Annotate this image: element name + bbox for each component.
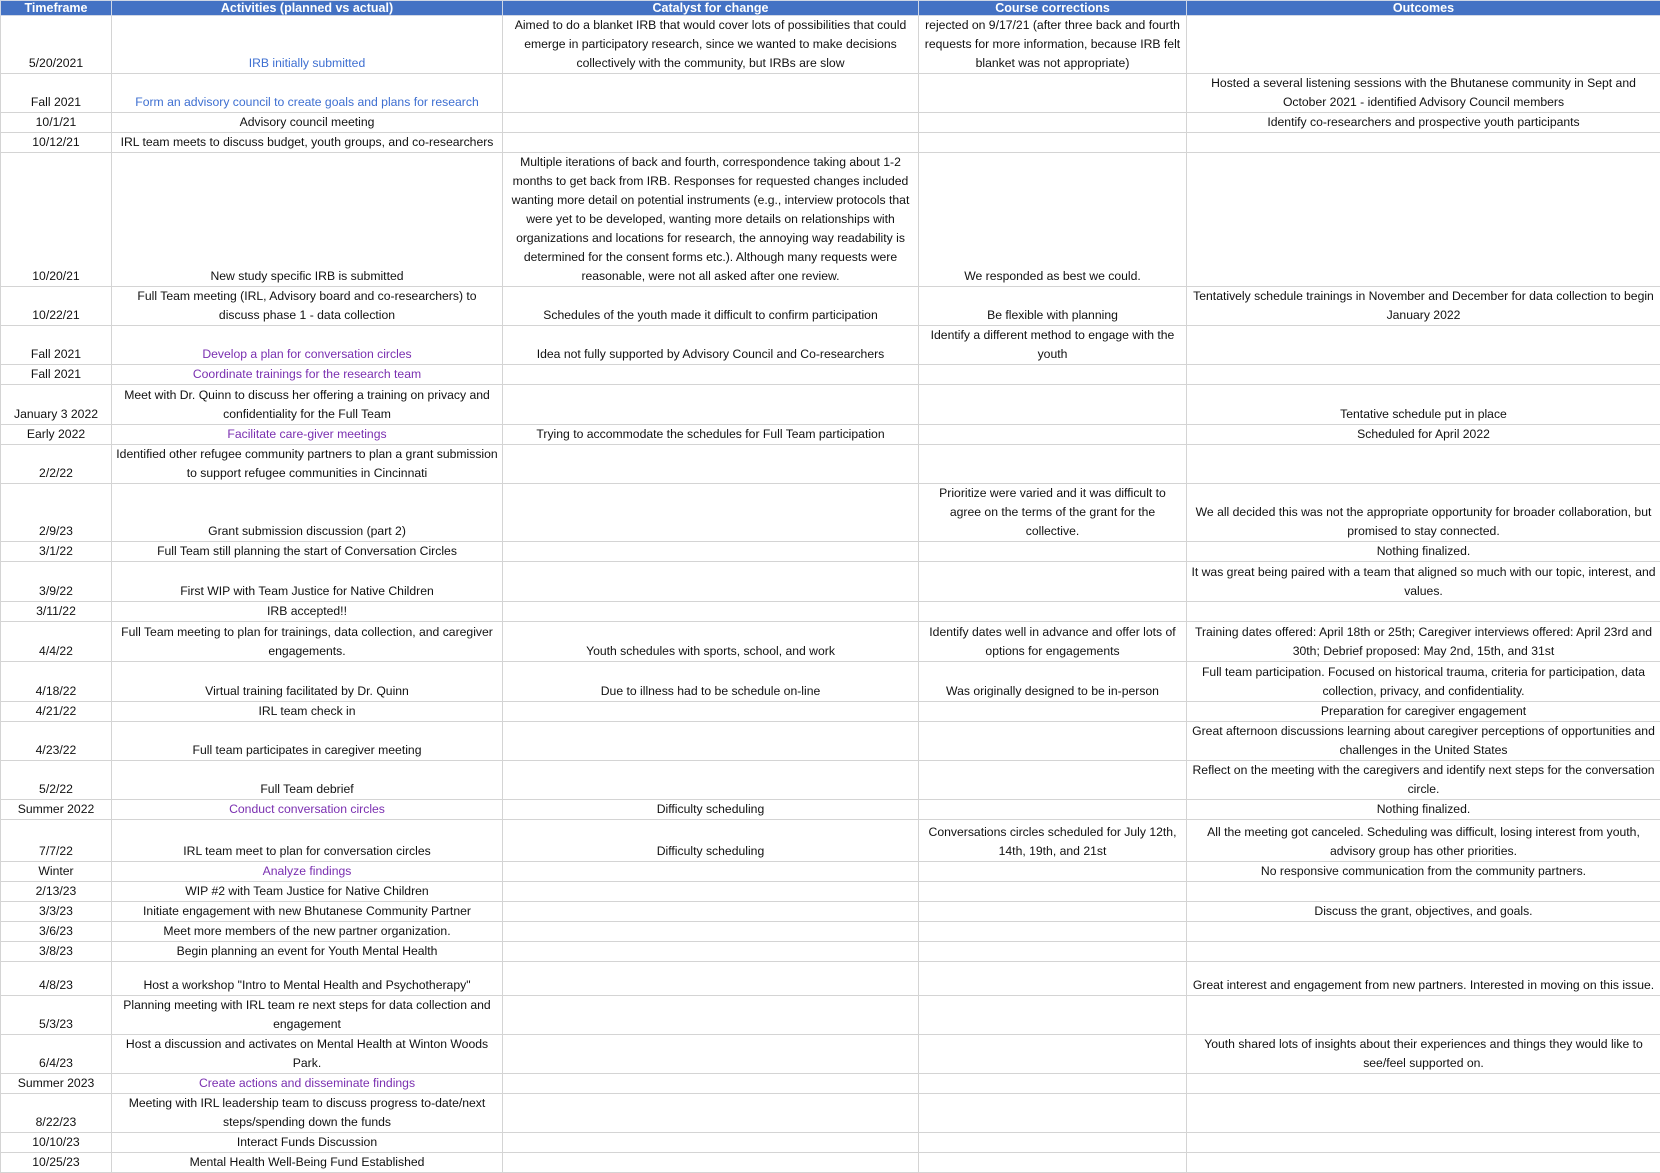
- cell-timeframe[interactable]: 2/2/22: [1, 445, 112, 484]
- cell-timeframe[interactable]: 3/11/22: [1, 602, 112, 622]
- cell-catalyst[interactable]: [503, 1153, 919, 1173]
- cell-course-correction[interactable]: rejected on 9/17/21 (after three back and fourth requests for more information, because IRB felt blanket was not appropriate): [919, 16, 1187, 74]
- cell-course-correction[interactable]: Identify dates well in advance and offer lots of options for engagements: [919, 622, 1187, 662]
- cell-timeframe[interactable]: 10/10/23: [1, 1133, 112, 1153]
- header-row: [1, 1, 1660, 16]
- table-row: [1, 942, 1660, 962]
- cell-course-correction[interactable]: [919, 962, 1187, 996]
- cell-catalyst[interactable]: [503, 133, 919, 153]
- cell-course-correction[interactable]: Identify a different method to engage with the youth: [919, 326, 1187, 365]
- cell-outcome[interactable]: [1187, 1094, 1660, 1133]
- cell-activity[interactable]: IRB accepted!!: [112, 602, 503, 622]
- table-row: [1, 800, 1660, 820]
- table-row: [1, 761, 1660, 800]
- cell-catalyst[interactable]: Schedules of the youth made it difficult to confirm participation: [503, 287, 919, 326]
- cell-course-correction[interactable]: [919, 365, 1187, 385]
- cell-activity[interactable]: New study specific IRB is submitted: [112, 153, 503, 287]
- cell-timeframe[interactable]: 5/3/23: [1, 996, 112, 1035]
- cell-activity[interactable]: IRL team meet to plan for conversation circles: [112, 820, 503, 862]
- cell-timeframe[interactable]: Summer 2022: [1, 800, 112, 820]
- cell-catalyst[interactable]: [503, 1074, 919, 1094]
- cell-course-correction[interactable]: [919, 133, 1187, 153]
- cell-outcome[interactable]: [1187, 1153, 1660, 1173]
- cell-catalyst[interactable]: Difficulty scheduling: [503, 800, 919, 820]
- cell-timeframe[interactable]: 3/3/23: [1, 902, 112, 922]
- cell-outcome[interactable]: It was great being paired with a team that aligned so much with our topic, interest, and values.: [1187, 562, 1660, 602]
- cell-course-correction[interactable]: [919, 862, 1187, 882]
- cell-course-correction[interactable]: Was originally designed to be in-person: [919, 662, 1187, 702]
- cell-timeframe[interactable]: Fall 2021: [1, 365, 112, 385]
- cell-outcome[interactable]: [1187, 1133, 1660, 1153]
- cell-course-correction[interactable]: [919, 1035, 1187, 1074]
- table-row: [1, 542, 1660, 562]
- table-row: [1, 882, 1660, 902]
- cell-activity[interactable]: Identified other refugee community partners to plan a grant submission to support refugee communities in Cincinnati: [112, 445, 503, 484]
- cell-course-correction[interactable]: [919, 902, 1187, 922]
- cell-timeframe[interactable]: 3/1/22: [1, 542, 112, 562]
- cell-activity[interactable]: Planning meeting with IRL team re next steps for data collection and engagement: [112, 996, 503, 1035]
- cell-course-correction[interactable]: Prioritize were varied and it was difficult to agree on the terms of the grant for the collective.: [919, 484, 1187, 542]
- cell-outcome[interactable]: [1187, 922, 1660, 942]
- cell-activity[interactable]: First WIP with Team Justice for Native Children: [112, 562, 503, 602]
- table-row: [1, 962, 1660, 996]
- cell-course-correction[interactable]: [919, 702, 1187, 722]
- cell-catalyst[interactable]: [503, 542, 919, 562]
- cell-catalyst[interactable]: [503, 722, 919, 761]
- table-row: [1, 820, 1660, 862]
- cell-catalyst[interactable]: [503, 385, 919, 425]
- cell-outcome[interactable]: Identify co-researchers and prospective youth participants: [1187, 113, 1660, 133]
- table-row: [1, 722, 1660, 761]
- cell-course-correction[interactable]: [919, 602, 1187, 622]
- cell-timeframe[interactable]: 7/7/22: [1, 820, 112, 862]
- cell-activity[interactable]: Full Team debrief: [112, 761, 503, 800]
- cell-catalyst[interactable]: [503, 702, 919, 722]
- cell-outcome[interactable]: Great afternoon discussions learning about caregiver perceptions of opportunities and challenges in the United States: [1187, 722, 1660, 761]
- table-row: [1, 1035, 1660, 1074]
- cell-outcome[interactable]: [1187, 365, 1660, 385]
- table-row: [1, 902, 1660, 922]
- table-row: [1, 622, 1660, 662]
- cell-catalyst[interactable]: [503, 922, 919, 942]
- cell-catalyst[interactable]: [503, 484, 919, 542]
- cell-timeframe[interactable]: 4/21/22: [1, 702, 112, 722]
- cell-course-correction[interactable]: [919, 74, 1187, 113]
- table-row: [1, 922, 1660, 942]
- cell-outcome[interactable]: Full team participation. Focused on historical trauma, criteria for participation, data collection, privacy, and confidentiality.: [1187, 662, 1660, 702]
- cell-outcome[interactable]: Training dates offered: April 18th or 25th; Caregiver interviews offered: April 23rd and 30th; Debrief proposed: May 2nd, 15th, and 31st: [1187, 622, 1660, 662]
- cell-activity[interactable]: Meet more members of the new partner organization.: [112, 922, 503, 942]
- cell-catalyst[interactable]: [503, 74, 919, 113]
- cell-timeframe[interactable]: 4/8/23: [1, 962, 112, 996]
- cell-timeframe[interactable]: 10/12/21: [1, 133, 112, 153]
- header-activities[interactable]: Activities (planned vs actual): [112, 1, 503, 16]
- cell-outcome[interactable]: No responsive communication from the community partners.: [1187, 862, 1660, 882]
- cell-timeframe[interactable]: 4/4/22: [1, 622, 112, 662]
- cell-outcome[interactable]: Nothing finalized.: [1187, 800, 1660, 820]
- table-row: [1, 326, 1660, 365]
- cell-outcome[interactable]: [1187, 882, 1660, 902]
- cell-outcome[interactable]: Youth shared lots of insights about their experiences and things they would like to see/feel supported on.: [1187, 1035, 1660, 1074]
- cell-catalyst[interactable]: Youth schedules with sports, school, and work: [503, 622, 919, 662]
- cell-timeframe[interactable]: 2/13/23: [1, 882, 112, 902]
- cell-timeframe[interactable]: Fall 2021: [1, 74, 112, 113]
- cell-outcome[interactable]: Preparation for caregiver engagement: [1187, 702, 1660, 722]
- cell-course-correction[interactable]: [919, 1133, 1187, 1153]
- cell-catalyst[interactable]: [503, 602, 919, 622]
- table-row: [1, 445, 1660, 484]
- cell-catalyst[interactable]: Idea not fully supported by Advisory Council and Co-researchers: [503, 326, 919, 365]
- cell-course-correction[interactable]: [919, 1094, 1187, 1133]
- cell-activity[interactable]: Host a discussion and activates on Mental Health at Winton Woods Park.: [112, 1035, 503, 1074]
- cell-course-correction[interactable]: [919, 385, 1187, 425]
- cell-catalyst[interactable]: [503, 882, 919, 902]
- cell-timeframe[interactable]: Early 2022: [1, 425, 112, 445]
- header-catalyst[interactable]: Catalyst for change: [503, 1, 919, 16]
- cell-outcome[interactable]: Reflect on the meeting with the caregivers and identify next steps for the conversation circle.: [1187, 761, 1660, 800]
- cell-outcome[interactable]: Scheduled for April 2022: [1187, 425, 1660, 445]
- cell-activity[interactable]: Form an advisory council to create goals and plans for research: [112, 74, 503, 113]
- table-row: [1, 153, 1660, 287]
- cell-catalyst[interactable]: [503, 1094, 919, 1133]
- table-row: [1, 602, 1660, 622]
- table-row: [1, 287, 1660, 326]
- cell-activity[interactable]: Initiate engagement with new Bhutanese Community Partner: [112, 902, 503, 922]
- table-row: [1, 425, 1660, 445]
- cell-catalyst[interactable]: [503, 862, 919, 882]
- cell-timeframe[interactable]: 3/9/22: [1, 562, 112, 602]
- table-row: [1, 862, 1660, 882]
- cell-timeframe[interactable]: 5/20/2021: [1, 16, 112, 74]
- cell-timeframe[interactable]: Summer 2023: [1, 1074, 112, 1094]
- cell-activity[interactable]: Virtual training facilitated by Dr. Quinn: [112, 662, 503, 702]
- cell-activity[interactable]: IRL team check in: [112, 702, 503, 722]
- cell-timeframe[interactable]: 6/4/23: [1, 1035, 112, 1074]
- cell-outcome[interactable]: Hosted a several listening sessions with the Bhutanese community in Sept and October 2021 - identified Advisory Council members: [1187, 74, 1660, 113]
- cell-catalyst[interactable]: Trying to accommodate the schedules for Full Team participation: [503, 425, 919, 445]
- cell-activity[interactable]: Advisory council meeting: [112, 113, 503, 133]
- cell-activity[interactable]: Conduct conversation circles: [112, 800, 503, 820]
- cell-timeframe[interactable]: 4/18/22: [1, 662, 112, 702]
- cell-outcome[interactable]: [1187, 445, 1660, 484]
- cell-activity[interactable]: Full Team meeting to plan for trainings, data collection, and caregiver engagements.: [112, 622, 503, 662]
- cell-activity[interactable]: Facilitate care-giver meetings: [112, 425, 503, 445]
- cell-outcome[interactable]: We all decided this was not the appropriate opportunity for broader collaboration, but promised to stay connected.: [1187, 484, 1660, 542]
- table-row: [1, 1094, 1660, 1133]
- cell-timeframe[interactable]: 3/8/23: [1, 942, 112, 962]
- cell-catalyst[interactable]: [503, 1133, 919, 1153]
- cell-course-correction[interactable]: [919, 761, 1187, 800]
- cell-catalyst[interactable]: [503, 562, 919, 602]
- cell-timeframe[interactable]: 10/25/23: [1, 1153, 112, 1173]
- cell-outcome[interactable]: Tentatively schedule trainings in November and December for data collection to begin January 2022: [1187, 287, 1660, 326]
- cell-course-correction[interactable]: [919, 922, 1187, 942]
- cell-outcome[interactable]: [1187, 16, 1660, 74]
- cell-course-correction[interactable]: [919, 542, 1187, 562]
- cell-course-correction[interactable]: [919, 942, 1187, 962]
- cell-activity[interactable]: Meeting with IRL leadership team to discuss progress to-date/next steps/spending down the funds: [112, 1094, 503, 1133]
- table-row: [1, 74, 1660, 113]
- cell-catalyst[interactable]: Aimed to do a blanket IRB that would cover lots of possibilities that could emerge in participatory research, since we wanted to make decisions collectively with the community, but IRBs are slow: [503, 16, 919, 74]
- cell-timeframe[interactable]: 10/22/21: [1, 287, 112, 326]
- cell-catalyst[interactable]: [503, 761, 919, 800]
- cell-outcome[interactable]: Discuss the grant, objectives, and goals.: [1187, 902, 1660, 922]
- cell-course-correction[interactable]: Conversations circles scheduled for July 12th, 14th, 19th, and 21st: [919, 820, 1187, 862]
- cell-timeframe[interactable]: 8/22/23: [1, 1094, 112, 1133]
- cell-outcome[interactable]: [1187, 942, 1660, 962]
- table-row: [1, 562, 1660, 602]
- cell-course-correction[interactable]: [919, 562, 1187, 602]
- cell-activity[interactable]: Full Team meeting (IRL, Advisory board and co-researchers) to discuss phase 1 - data collection: [112, 287, 503, 326]
- header-course-corrections[interactable]: Course corrections: [919, 1, 1187, 16]
- cell-catalyst[interactable]: [503, 1035, 919, 1074]
- cell-catalyst[interactable]: [503, 445, 919, 484]
- cell-activity[interactable]: Full Team still planning the start of Conversation Circles: [112, 542, 503, 562]
- cell-course-correction[interactable]: [919, 1153, 1187, 1173]
- cell-outcome[interactable]: Great interest and engagement from new partners. Interested in moving on this issue.: [1187, 962, 1660, 996]
- table-row: [1, 16, 1660, 74]
- cell-outcome[interactable]: Nothing finalized.: [1187, 542, 1660, 562]
- cell-timeframe[interactable]: Winter: [1, 862, 112, 882]
- cell-activity[interactable]: Full team participates in caregiver meeting: [112, 722, 503, 761]
- cell-activity[interactable]: Host a workshop "Intro to Mental Health and Psychotherapy": [112, 962, 503, 996]
- cell-course-correction[interactable]: [919, 425, 1187, 445]
- cell-activity[interactable]: Mental Health Well-Being Fund Established: [112, 1153, 503, 1173]
- cell-timeframe[interactable]: Fall 2021: [1, 326, 112, 365]
- table-row: [1, 1074, 1660, 1094]
- cell-activity[interactable]: IRB initially submitted: [112, 16, 503, 74]
- cell-course-correction[interactable]: [919, 722, 1187, 761]
- header-timeframe[interactable]: Timeframe: [1, 1, 112, 16]
- cell-timeframe[interactable]: 4/23/22: [1, 722, 112, 761]
- cell-catalyst[interactable]: [503, 962, 919, 996]
- cell-activity[interactable]: Create actions and disseminate findings: [112, 1074, 503, 1094]
- cell-course-correction[interactable]: [919, 996, 1187, 1035]
- cell-catalyst[interactable]: Multiple iterations of back and fourth, correspondence taking about 1-2 months to get back from IRB. Responses for requested changes included wanting more detail on potential instruments (e.g., interview protocols that were yet to be developed, wanting more details on relationships with organizations and locations for research, the annoying way readability is determined for the consent forms etc.). Although many requests were reasonable, were not all asked after one review.: [503, 153, 919, 287]
- cell-outcome[interactable]: [1187, 602, 1660, 622]
- cell-outcome[interactable]: [1187, 133, 1660, 153]
- cell-catalyst[interactable]: Difficulty scheduling: [503, 820, 919, 862]
- cell-activity[interactable]: Meet with Dr. Quinn to discuss her offering a training on privacy and confidentiality for the Full Team: [112, 385, 503, 425]
- table-row: [1, 113, 1660, 133]
- cell-catalyst[interactable]: [503, 942, 919, 962]
- cell-outcome[interactable]: [1187, 996, 1660, 1035]
- cell-course-correction[interactable]: [919, 113, 1187, 133]
- cell-activity[interactable]: Analyze findings: [112, 862, 503, 882]
- cell-timeframe[interactable]: 3/6/23: [1, 922, 112, 942]
- cell-course-correction[interactable]: [919, 800, 1187, 820]
- table-row: [1, 1153, 1660, 1173]
- cell-activity[interactable]: Interact Funds Discussion: [112, 1133, 503, 1153]
- cell-activity[interactable]: IRL team meets to discuss budget, youth groups, and co-researchers: [112, 133, 503, 153]
- table-row: [1, 996, 1660, 1035]
- cell-timeframe[interactable]: 5/2/22: [1, 761, 112, 800]
- cell-outcome[interactable]: Tentative schedule put in place: [1187, 385, 1660, 425]
- cell-course-correction[interactable]: [919, 1074, 1187, 1094]
- cell-outcome[interactable]: [1187, 153, 1660, 287]
- table-row: [1, 662, 1660, 702]
- cell-catalyst[interactable]: [503, 996, 919, 1035]
- cell-outcome[interactable]: All the meeting got canceled. Scheduling was difficult, losing interest from youth, advisory group has other priorities.: [1187, 820, 1660, 862]
- cell-course-correction[interactable]: [919, 445, 1187, 484]
- table-row: [1, 133, 1660, 153]
- cell-activity[interactable]: Develop a plan for conversation circles: [112, 326, 503, 365]
- cell-catalyst[interactable]: [503, 365, 919, 385]
- table-body: [1, 16, 1660, 1173]
- table-row: [1, 702, 1660, 722]
- cell-activity[interactable]: Grant submission discussion (part 2): [112, 484, 503, 542]
- cell-activity[interactable]: Begin planning an event for Youth Mental Health: [112, 942, 503, 962]
- cell-course-correction[interactable]: We responded as best we could.: [919, 153, 1187, 287]
- table-row: [1, 385, 1660, 425]
- table-row: [1, 484, 1660, 542]
- cell-outcome[interactable]: [1187, 1074, 1660, 1094]
- cell-catalyst[interactable]: Due to illness had to be schedule on-line: [503, 662, 919, 702]
- header-outcomes[interactable]: Outcomes: [1187, 1, 1660, 16]
- cell-catalyst[interactable]: [503, 113, 919, 133]
- cell-timeframe[interactable]: 2/9/23: [1, 484, 112, 542]
- cell-activity[interactable]: WIP #2 with Team Justice for Native Children: [112, 882, 503, 902]
- table-row: [1, 1133, 1660, 1153]
- cell-course-correction[interactable]: Be flexible with planning: [919, 287, 1187, 326]
- cell-course-correction[interactable]: [919, 882, 1187, 902]
- cell-timeframe[interactable]: 10/20/21: [1, 153, 112, 287]
- cell-outcome[interactable]: [1187, 326, 1660, 365]
- cell-activity[interactable]: Coordinate trainings for the research team: [112, 365, 503, 385]
- cell-timeframe[interactable]: 10/1/21: [1, 113, 112, 133]
- cell-timeframe[interactable]: January 3 2022: [1, 385, 112, 425]
- table-row: [1, 365, 1660, 385]
- cell-catalyst[interactable]: [503, 902, 919, 922]
